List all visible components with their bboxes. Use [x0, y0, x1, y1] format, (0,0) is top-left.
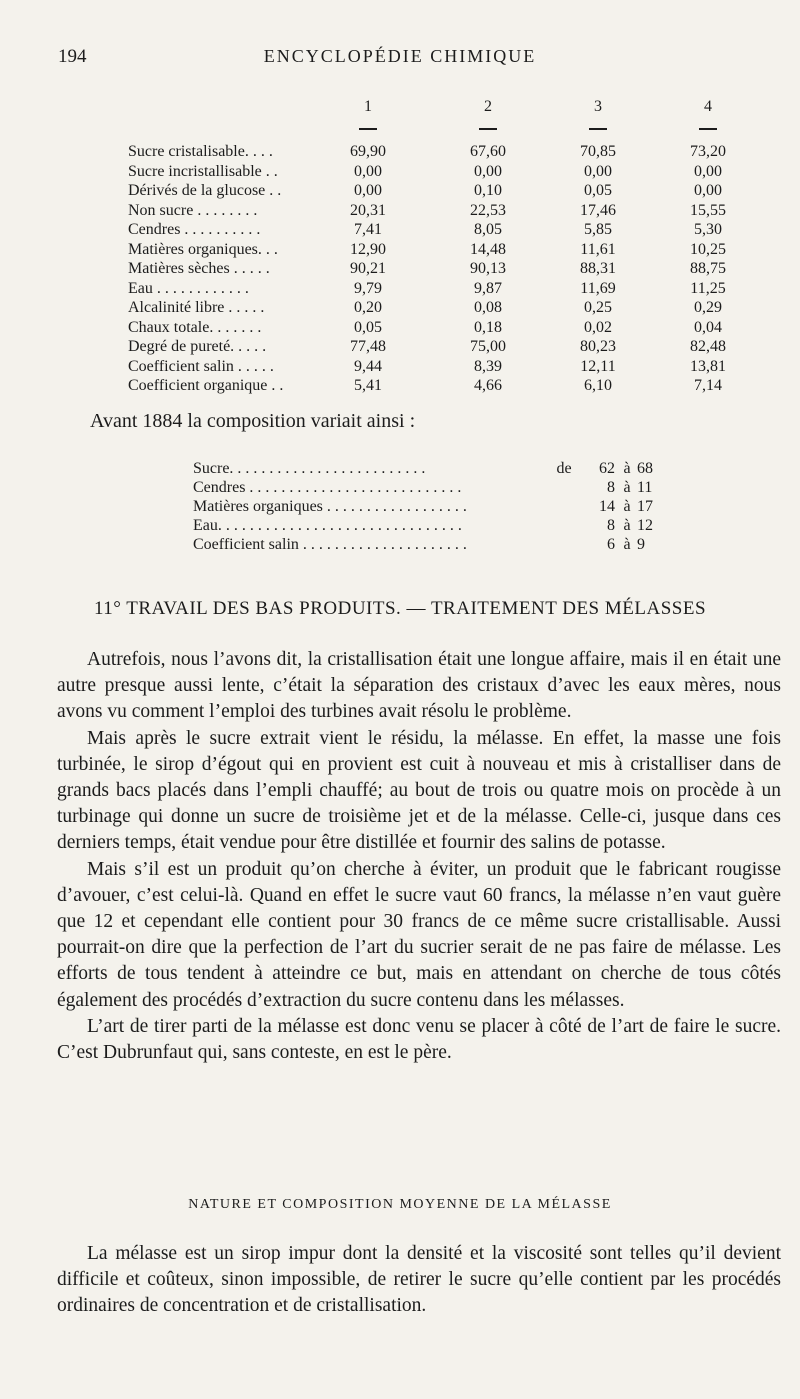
range-separator: à [623, 536, 631, 553]
paragraph: Mais après le sucre extrait vient le résidu, la mélasse. En effet, la masse une fois turbinée, le sirop d’égout qui en provient est cuit à nouveau et mis à cristalliser dans de grands bacs placés dans l’empli chauffé; au bout de trois ou quatre mois on procède à un turbinage qui donne un sucre de troisième jet et de la mélasse. Celle-ci, jusque dans ces derniers temps, était vendue pour être distillée et fournir des salins de potasse. [57, 727, 781, 854]
table-cell: 6,10 [584, 377, 612, 394]
table-cell: 22,53 [470, 201, 506, 219]
row-label: Matières organiques. . . [128, 240, 278, 258]
table-row [193, 535, 673, 554]
range-min: 8 [607, 479, 615, 496]
table-cell: 90,13 [470, 260, 506, 277]
range-max: 17 [637, 498, 653, 515]
row-label: Cendres . . . . . . . . . . . . . . . . . . . . . . . . . . . [193, 479, 462, 496]
table-cell: 9,44 [354, 357, 382, 375]
table-cell: 0,29 [694, 299, 722, 316]
paragraph: Mais s’il est un produit qu’on cherche à éviter, un produit que le fabricant rougisse d’avouer, c’est celui-là. Quand en effet le sucre vaut 60 francs, la mélasse n’en vaut guère que 12 et cependant elle contient pour 30 francs de ce même sucre cristallisable. Aussi pourrait-on dire que la perfection de l’art du sucrier serait de ne pas faire de mélasse. Les efforts de tous tendent à atteindre ce but, mais en attendant on cherche de tous côtés également des procédés d’extraction du sucre contenu dans les mélasses. [57, 858, 781, 1011]
range-max: 9 [637, 536, 645, 553]
table-row [128, 201, 748, 221]
range-min: 8 [607, 517, 615, 534]
subsection-body [57, 1241, 781, 1320]
table-row [193, 459, 673, 478]
range-max: 11 [637, 479, 653, 496]
table-cell: 10,25 [690, 240, 726, 258]
table-cell: 5,30 [694, 221, 722, 238]
table-cell: 5,85 [584, 221, 612, 238]
row-label: Non sucre . . . . . . . . [128, 201, 258, 219]
table-cell: 11,69 [580, 279, 616, 297]
table-cell: 90,21 [350, 260, 386, 277]
table-row [128, 337, 748, 357]
section-body [57, 647, 781, 1066]
range-max: 12 [637, 517, 653, 534]
row-label: Degré de pureté. . . . . [128, 338, 267, 355]
range-separator: à [623, 460, 631, 477]
section-title: 11° TRAVAIL DES BAS PRODUITS. — TRAITEMENT DES MÉLASSES [93, 598, 707, 619]
table-cell: 0,00 [584, 162, 612, 180]
range-separator: à [623, 479, 631, 496]
table-cell: 15,55 [690, 201, 726, 219]
table-cell: 4,66 [474, 377, 502, 394]
table-cell: 7,14 [694, 377, 722, 394]
table-cell: 0,04 [694, 318, 722, 336]
row-label: Dérivés de la glucose . . [128, 182, 282, 199]
row-label: Eau . . . . . . . . . . . . [128, 279, 249, 297]
column-header: 1 [338, 98, 398, 130]
table-row [128, 240, 748, 260]
column-header: 4 [678, 98, 738, 130]
table-cell: 75,00 [470, 338, 506, 355]
table-cell: 73,20 [690, 143, 726, 160]
row-label: Coefficient organique . . [128, 377, 284, 394]
table-row [128, 259, 748, 279]
table-cell: 88,75 [690, 260, 726, 277]
row-label: Alcalinité libre . . . . . [128, 299, 265, 316]
table-cell: 8,05 [474, 221, 502, 238]
table-row [128, 181, 748, 201]
table-cell: 0,00 [694, 162, 722, 180]
table-row [128, 162, 748, 182]
table-cell: 67,60 [470, 143, 506, 160]
table-cell: 69,90 [350, 143, 386, 160]
table-cell: 0,10 [474, 182, 502, 199]
table-cell: 5,41 [354, 377, 382, 394]
row-label: Sucre cristalisable. . . . [128, 143, 273, 160]
row-label: Matières organiques . . . . . . . . . . . . . . . . . . [193, 498, 467, 515]
range-min: 62 [599, 460, 615, 477]
table-cell: 0,20 [354, 299, 382, 316]
table-row [128, 376, 748, 396]
table-row [128, 318, 748, 338]
row-label: Matières sèches . . . . . [128, 260, 270, 277]
table-cell: 88,31 [580, 260, 616, 277]
table-cell: 11,61 [580, 240, 616, 258]
table-cell: 12,90 [350, 240, 386, 258]
table-cell: 13,81 [690, 357, 726, 375]
range-separator: à [623, 517, 631, 534]
row-label: Chaux totale. . . . . . . [128, 318, 262, 336]
table-row [128, 357, 748, 377]
table-cell: 14,48 [470, 240, 506, 258]
row-label: Coefficient salin . . . . . [128, 357, 274, 375]
table-row [193, 497, 673, 516]
subsection-title: NATURE ET COMPOSITION MOYENNE DE LA MÉLASSE [188, 1197, 612, 1212]
table-cell: 11,25 [690, 279, 726, 297]
table-cell: 0,00 [354, 182, 382, 199]
composition-range-table [193, 459, 673, 554]
table-row [193, 478, 673, 497]
table-row [128, 279, 748, 299]
intro-1884: Avant 1884 la composition variait ainsi : [90, 410, 416, 432]
paragraph: La mélasse est un sirop impur dont la densité et la viscosité sont telles qu’il devient difficile et coûteux, sinon impossible, de retirer le sucre qu’elle contient par les procédés ordinaires de concentration et de cristallisation. [57, 1243, 781, 1317]
table-cell: 77,48 [350, 338, 386, 355]
paragraph: Autrefois, nous l’avons dit, la cristallisation était une longue affaire, mais il en était une autre presque aussi lente, c’était la séparation des cristaux d’avec les eaux mères, nous avons vu comment l’emploi des turbines avait résolu le problème. [57, 649, 781, 723]
range-min: 14 [599, 498, 615, 515]
table-cell: 0,00 [694, 182, 722, 199]
table-header [128, 98, 748, 142]
table-cell: 0,25 [584, 299, 612, 316]
table-cell: 12,11 [580, 357, 616, 375]
column-header: 3 [568, 98, 628, 130]
table-cell: 17,46 [580, 201, 616, 219]
table-cell: 70,85 [580, 143, 616, 160]
table-cell: 20,31 [350, 201, 386, 219]
table-cell: 80,23 [580, 338, 616, 355]
range-min: 6 [607, 536, 615, 553]
row-label: Eau. . . . . . . . . . . . . . . . . . . . . . . . . . . . . . . [193, 517, 462, 534]
table-cell: 82,48 [690, 338, 726, 355]
running-title: ENCYCLOPÉDIE CHIMIQUE [263, 46, 537, 66]
table-cell: 9,79 [354, 279, 382, 297]
row-label: Sucre incristallisable . . [128, 162, 278, 180]
table-row [128, 220, 748, 240]
column-header: 2 [458, 98, 518, 130]
table-cell: 0,18 [474, 318, 502, 336]
table-cell: 0,08 [474, 299, 502, 316]
row-label: Cendres . . . . . . . . . . [128, 221, 261, 238]
row-label: Coefficient salin . . . . . . . . . . . . . . . . . . . . . [193, 536, 467, 553]
composition-table [128, 98, 748, 396]
table-cell: 9,87 [474, 279, 502, 297]
table-cell: 0,05 [584, 182, 612, 199]
table-row [128, 142, 748, 162]
table-row [128, 298, 748, 318]
table-cell: 0,00 [474, 162, 502, 180]
row-label: Sucre. . . . . . . . . . . . . . . . . . . . . . . . . [193, 460, 426, 477]
range-max: 68 [637, 460, 653, 477]
table-cell: 0,05 [354, 318, 382, 336]
table-cell: 7,41 [354, 221, 382, 238]
table-cell: 0,00 [354, 162, 382, 180]
table-row [193, 516, 673, 535]
range-separator: à [623, 498, 631, 515]
table-cell: 0,02 [584, 318, 612, 336]
range-prefix: de [556, 460, 572, 477]
paragraph: L’art de tirer parti de la mélasse est donc venu se placer à côté de l’art de faire le sucre. C’est Dubrunfaut qui, sans conteste, en est le père. [57, 1015, 781, 1064]
table-cell: 8,39 [474, 357, 502, 375]
page-number: 194 [58, 46, 87, 67]
